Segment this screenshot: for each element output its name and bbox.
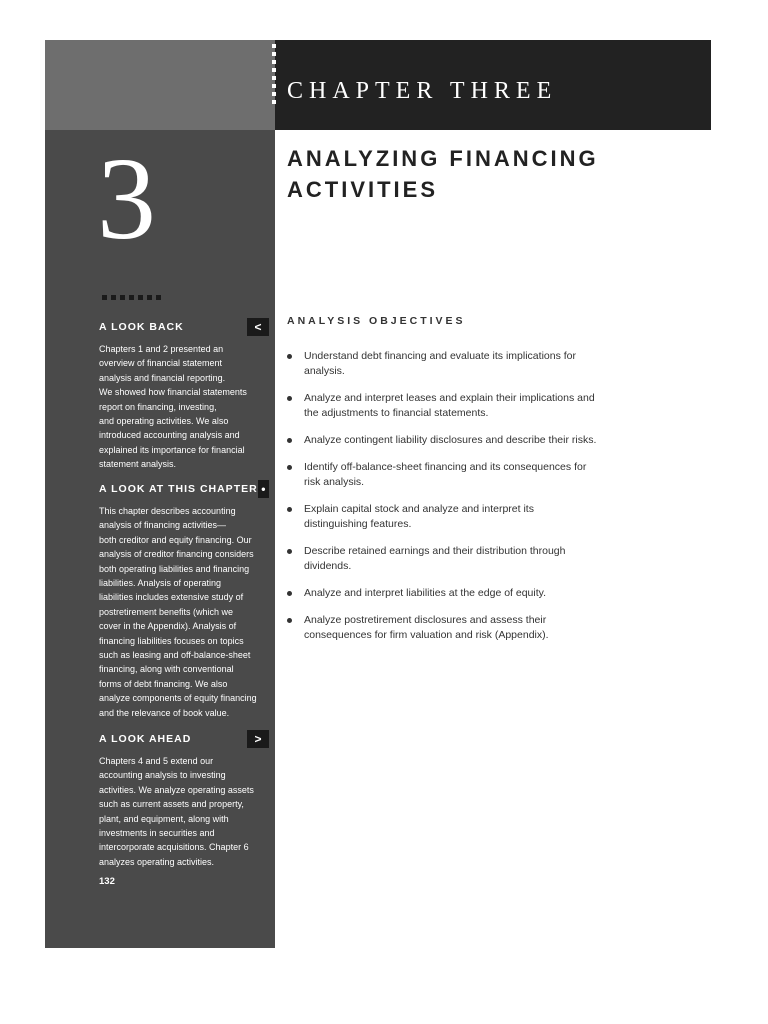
objective-item: Understand debt financing and evaluate its implications for analysis.	[286, 349, 646, 379]
objective-item: Analyze and interpret liabilities at the edge of equity.	[286, 586, 646, 601]
look-ahead-section	[99, 730, 269, 869]
objective-item: Analyze postretirement disclosures and assess their consequences for firm valuation and risk (Appendix).	[286, 613, 646, 643]
objective-item: Identify off-balance-sheet financing and its consequences for risk analysis.	[286, 460, 646, 490]
look-ahead-icon: >	[247, 730, 269, 748]
look-at-chapter-section	[99, 480, 269, 720]
objective-item: Analyze and interpret leases and explain their implications and the adjustments to financial statements.	[286, 391, 646, 421]
chapter-title	[287, 143, 687, 205]
look-at-chapter-icon: •	[258, 480, 269, 498]
sidebar-top-band	[45, 40, 275, 130]
objective-item: Explain capital stock and analyze and interpret its distinguishing features.	[286, 502, 646, 532]
look-at-chapter-text: This chapter describes accounting analysis of financing activities— both creditor and equity financing. Our analysis of creditor financing considers both operating liabilities and financing liabilities. Analysis of operating liabilities includes extensive study of postretirement benefits (which we cover in the Appendix). Analysis of financing liabilities focuses on topics such as leasing and off-balance-sheet financing, along with conventional forms of debt financing. We also analyze components of equity financing and the relevance of book value.	[99, 506, 257, 718]
look-back-heading: A LOOK BACK	[99, 321, 184, 333]
chapter-title-line: ANALYZING FINANCING	[287, 146, 599, 171]
square-dots-divider	[102, 295, 161, 300]
look-ahead-heading: A LOOK AHEAD	[99, 733, 192, 745]
chapter-number: 3	[97, 133, 156, 264]
objectives-list	[286, 349, 646, 643]
look-back-text: Chapters 1 and 2 presented an overview of financial statement analysis and financial reporting. We showed how financial statements report on financing, investing, and operating activities. We also introduced accounting analysis and explained its importance for financial statement analysis.	[99, 344, 247, 470]
look-back-icon: <	[247, 318, 269, 336]
objective-item: Describe retained earnings and their distribution through dividends.	[286, 544, 646, 574]
look-back-section	[99, 318, 269, 472]
look-at-chapter-heading: A LOOK AT THIS CHAPTER	[99, 483, 258, 495]
chapter-label: CHAPTER THREE	[287, 78, 558, 104]
objective-item: Analyze contingent liability disclosures and describe their risks.	[286, 433, 646, 448]
look-ahead-text: Chapters 4 and 5 extend our accounting analysis to investing activities. We analyze operating assets such as current assets and property, plant, and equipment, along with investments in securities and intercorporate acquisitions. Chapter 6 analyzes operating activities.	[99, 756, 254, 867]
page-number: 132	[99, 876, 115, 887]
chapter-title-line: ACTIVITIES	[287, 177, 439, 202]
dotted-divider	[272, 44, 276, 106]
objectives-heading: ANALYSIS OBJECTIVES	[287, 315, 466, 327]
